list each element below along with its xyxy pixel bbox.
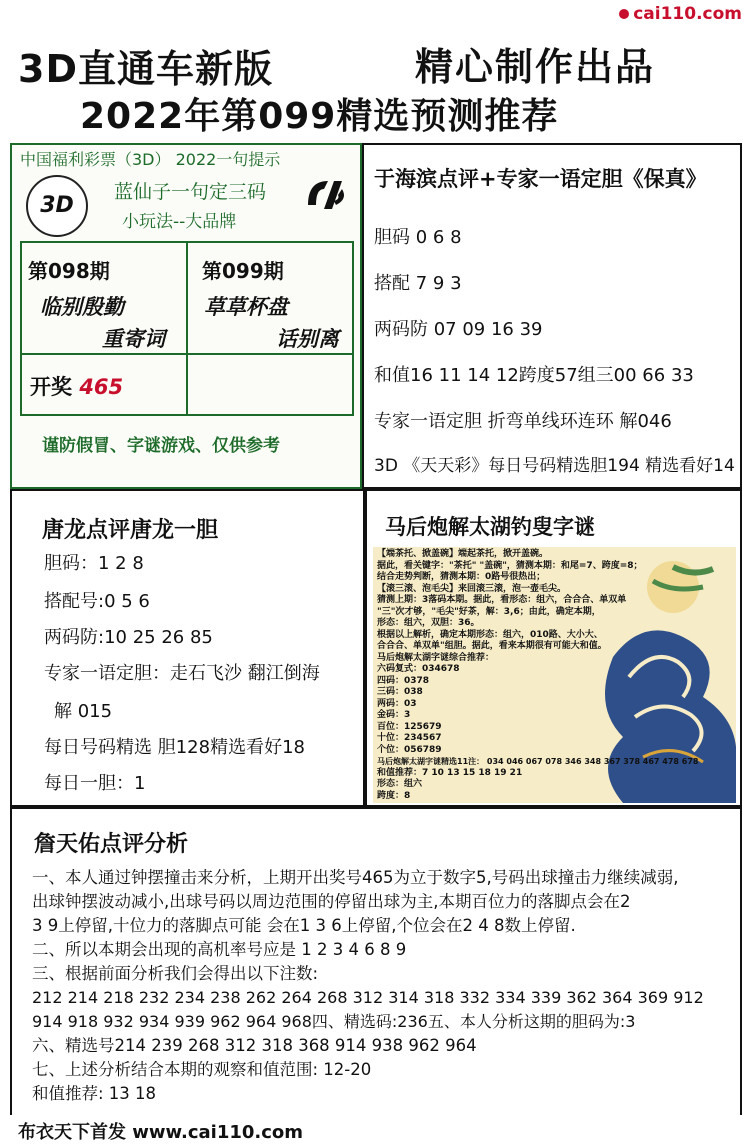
zhan-panel	[10, 807, 742, 1115]
ma-line: 百位：125679	[377, 721, 442, 732]
tang-line: 胆码：1 2 8	[44, 553, 144, 574]
zhan-line: 一、本人通过钟摆撞击来分析，上期开出奖号465为立于数字5,号码出球撞击力继续减弱,	[32, 868, 679, 887]
ma-title: 马后炮解太湖钓叟字谜	[385, 515, 595, 539]
grid-divider-h	[22, 353, 352, 355]
ma-line: 【端茶托、掀盖碗】端起茶托，掀开盖碗。	[377, 549, 549, 559]
ma-line: 形态：组六	[377, 779, 423, 789]
ma-line: 个位：056789	[377, 744, 442, 755]
zhan-line: 914 918 932 934 939 962 964 968四、精选码:236五、本人分析这期的胆码为:3	[32, 1012, 636, 1031]
ma-line: 两码：03	[377, 698, 417, 709]
lottery-card	[10, 143, 362, 489]
yu-line: 搭配 7 9 3	[374, 273, 462, 294]
ma-line: 猜测上期：3落码本期。据此，看形态：组六，合合合、单双单	[377, 595, 627, 605]
header-right: 精心制作出品	[415, 45, 656, 89]
zhan-line: 六、精选号214 239 268 312 318 368 914 938 962 964	[32, 1036, 477, 1055]
zhan-line: 三、根据前面分析我们会得出以下注数:	[32, 964, 319, 983]
tang-line: 每日一胆：1	[44, 773, 146, 794]
ma-line: 【滚三滚、泡毛尖】来回滚三滚，泡一壶毛尖。	[377, 583, 567, 594]
yu-line: 胆码 0 6 8	[374, 227, 462, 248]
ma-line: 根据以上解析，确定本期形态：组六，010路、大小大、	[377, 629, 603, 640]
ma-line: 结合走势判断，猜测本期：0路号很热出；	[377, 572, 546, 582]
ma-line: 四码：0378	[377, 675, 430, 686]
header-left: 3D直通车新版	[18, 47, 273, 91]
tang-line: 每日号码精选 胆128精选看好18	[44, 737, 305, 758]
yu-line: 3D 《天天彩》每日号码精选胆194 精选看好14	[374, 456, 735, 476]
ma-line: 合合合、单双单"组胆。据此，看来本期很有可能大和值。	[377, 641, 607, 651]
card-top-text: 中国福利彩票（3D） 2022一句提示	[20, 150, 281, 169]
yu-line: 两码防 07 09 16 39	[374, 319, 543, 340]
ma-line: 马后炮解太湖字谜综合推荐：	[377, 652, 495, 663]
draw-value: 465	[79, 375, 124, 399]
ma-line: 六码复式：034678	[377, 664, 460, 674]
zhan-line: 3 9上停留,十位力的落脚点可能 会在1 3 6上停留,个位会在2 4 8数上停留.	[32, 916, 576, 935]
prev-text-2: 重寄词	[102, 327, 165, 351]
draw-label: 开奖	[30, 375, 72, 399]
ma-line: 十位：234567	[377, 733, 442, 743]
cur-text-1: 草草杯盘	[204, 295, 288, 319]
ma-line: 三码：038	[377, 687, 423, 697]
cur-text-2: 话别离	[276, 327, 339, 351]
yu-title: 于海滨点评+专家一语定胆《保真》	[374, 167, 707, 191]
card-grid	[20, 241, 354, 416]
card-slogan-1: 蓝仙子一句定三码	[114, 181, 267, 203]
tang-line: 两码防:10 25 26 85	[44, 627, 213, 648]
prev-text-1: 临别殷勤	[40, 295, 124, 319]
zhan-line: 出球钟摆波动减小,出球号码以周边范围的停留出球为主,本期百位力的落脚点会在2	[32, 892, 631, 911]
yu-line: 和值16 11 14 12跨度57组三00 66 33	[374, 365, 694, 386]
welfare-lottery-icon	[302, 175, 350, 221]
zhan-line: 二、所以本期会出现的高机率号应是 1 2 3 4 6 8 9	[32, 940, 407, 959]
tang-line: 专家一语定胆：走石飞沙 翻江倒海	[44, 663, 320, 684]
footer-credit[interactable]: 布衣天下首发 www.cai110.com	[18, 1122, 304, 1143]
tang-line: 解 015	[54, 701, 113, 722]
lottery-3d-logo	[26, 175, 88, 237]
ma-line: 和值推荐：7 10 13 15 18 19 21	[377, 767, 523, 778]
draw-row	[30, 371, 123, 401]
zhan-line: 212 214 218 232 234 238 262 264 268 312 314 318 332 334 339 362 364 369 912	[32, 988, 704, 1007]
ma-text-block	[377, 549, 698, 802]
ma-artwork	[373, 547, 736, 803]
ma-line: 马后炮解太湖字谜精选11注： 034 046 067 078 346 348 367 378 467 478 678	[377, 757, 699, 766]
tang-line: 搭配号:0 5 6	[44, 591, 150, 612]
tang-title: 唐龙点评唐龙一胆	[42, 518, 219, 543]
period-prev: 第098期	[28, 259, 110, 283]
zhan-line: 七、上述分析结合本期的观察和值范围: 12-20	[32, 1060, 372, 1079]
ma-line: "三"次才够，"毛尖"好茶，解：3,6；由此，确定本期，	[377, 606, 601, 617]
period-cur: 第099期	[202, 259, 284, 283]
page-title: 2022年第099精选预测推荐	[80, 96, 559, 137]
ma-line: 跨度：8	[377, 790, 411, 801]
card-warning: 谨防假冒、字谜游戏、仅供参考	[42, 436, 280, 456]
ma-line: 据此，看关键字："茶托" "盖碗"，猜测本期：和尾=7、跨度=8；	[377, 560, 643, 571]
ma-line: 金码：3	[377, 710, 411, 720]
site-watermark[interactable]	[619, 4, 742, 24]
logo-3d-text: 3D	[40, 193, 74, 218]
yu-line: 专家一语定胆 折弯单线环连环 解046	[374, 411, 672, 432]
card-slogan-2: 小玩法--大品牌	[122, 212, 237, 232]
ma-line: 形态：组六，双胆：36。	[377, 618, 480, 628]
zhan-line: 和值推荐: 13 18	[32, 1084, 157, 1103]
ma-panel	[365, 489, 742, 807]
site-url: cai110.com	[633, 4, 742, 24]
tang-panel	[10, 489, 365, 807]
grid-divider-v	[186, 243, 188, 414]
yu-panel	[362, 143, 742, 489]
site-logo-icon	[619, 9, 629, 19]
zhan-title: 詹天佑点评分析	[34, 832, 189, 857]
